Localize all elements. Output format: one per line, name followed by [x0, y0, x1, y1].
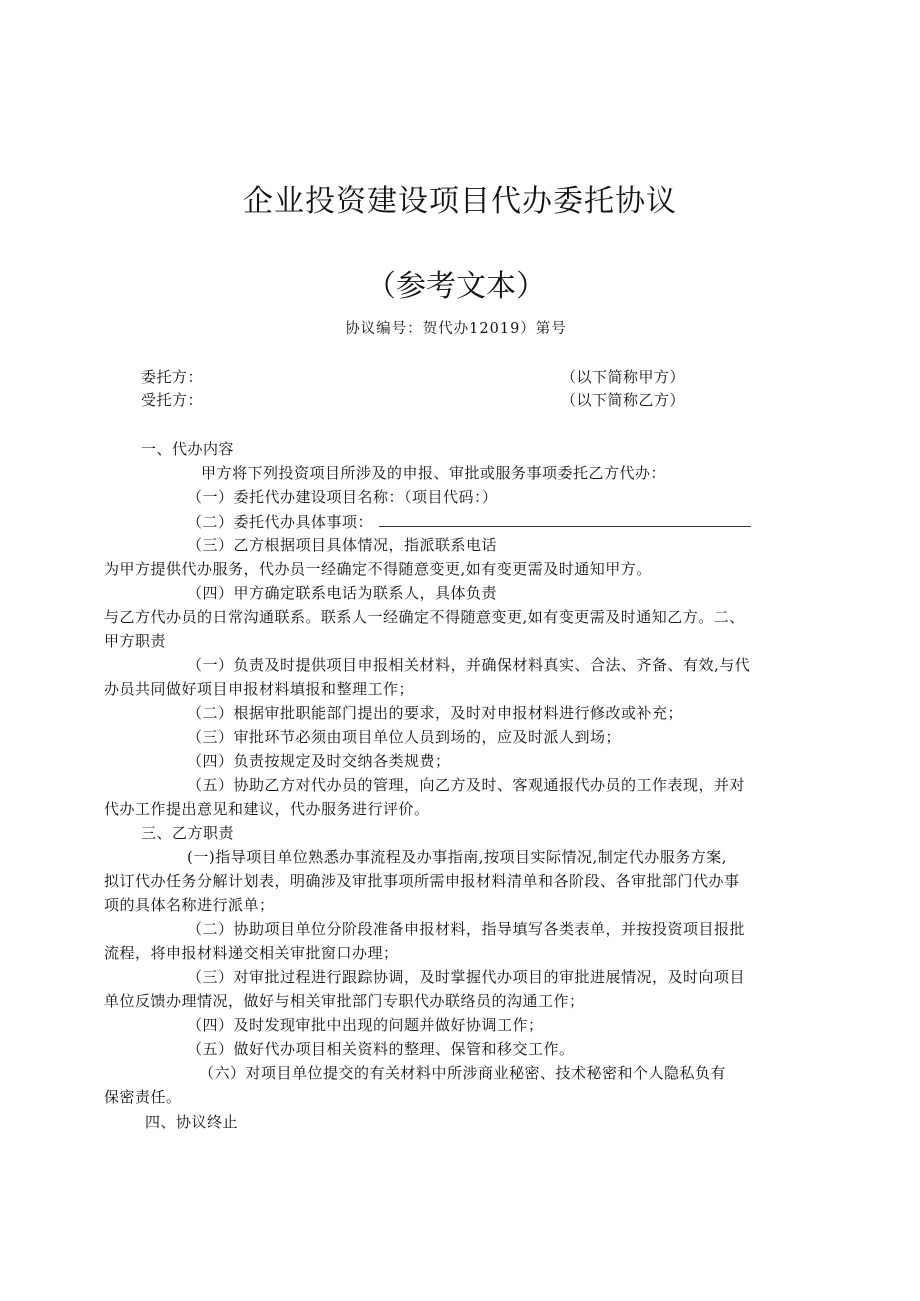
section-3-item-2-line-2: 流程，将申报材料递交相关审批窗口办理； [104, 944, 399, 962]
document-title: 企业投资建设项目代办委托协议 [243, 184, 677, 219]
section-1-item-3-line-2: 为甲方提供代办服务，代办员一经确定不得随意变更,如有变更需及时通知甲方。 [104, 560, 652, 578]
section-3-item-5: （五）做好代办项目相关资料的整理、保管和移交工作。 [187, 1040, 575, 1058]
section-3-item-1-line-3: 项的具体名称进行派单； [104, 896, 275, 914]
section-1-item-4-line-2: 与乙方代办员的日常沟通联系。联系人一经确定不得随意变更,如有变更需及时通知乙方。二、 [104, 608, 745, 626]
section-1-item-1: （一）委托代办建设项目名称：（项目代码：） [187, 488, 498, 506]
trustee-label: 受托方： [141, 391, 204, 409]
section-3-item-3-line-2: 单位反馈办理情况，做好与相关审批部门专职代办联络员的沟通工作； [104, 992, 585, 1010]
entrustor-note: （以下简称甲方） [561, 368, 686, 386]
section-4-heading: 四、协议终止 [145, 1113, 239, 1131]
section-2-item-5-line-1: （五）协助乙方对代办员的管理，向乙方及时、客观通报代办员的工作表现，并对 [187, 776, 746, 794]
section-3-item-1-line-2: 拟订代办任务分解计划表，明确涉及审批事项所需申报材料清单和各阶段、各审批部门代办事 [104, 872, 740, 890]
section-1-item-4-line-1: （四）甲方确定联系电话为联系人，具体负责 [187, 584, 498, 602]
section-3-item-4: （四）及时发现审批中出现的问题并做好协调工作； [187, 1016, 544, 1034]
section-2-item-2: （二）根据审批职能部门提出的要求，及时对申报材料进行修改或补充； [187, 704, 684, 722]
section-3-item-6-line-2: 保密责任。 [104, 1088, 182, 1106]
agreement-number: 协议编号：贺代办12019）第号 [345, 321, 567, 337]
section-1-item-2-text: （二）委托代办具体事项： [187, 513, 374, 531]
section-2-heading: 甲方职责 [104, 632, 167, 650]
section-3-item-2-line-1: （二）协助项目单位分阶段准备申报材料，指导填写各类表单，并按投资项目报批 [187, 920, 746, 938]
section-3-item-1-line-1: (一)指导项目单位熟悉办事流程及办事指南,按项目实际情况,制定代办服务方案, [187, 848, 728, 866]
entrustor-label: 委托方： [141, 368, 204, 386]
section-2-item-4: （四）负责按规定及时交纳各类规费； [187, 752, 451, 770]
section-2-item-5-line-2: 代办工作提出意见和建议，代办服务进行评价。 [104, 800, 430, 818]
section-3-item-6-line-1: （六）对项目单位提交的有关材料中所涉商业秘密、技术秘密和个人隐私负有 [199, 1064, 727, 1082]
section-1-item-2 [187, 511, 751, 532]
section-2-item-3: （三）审批环节必须由项目单位人员到场的，应及时派人到场； [187, 728, 622, 746]
section-1-heading: 一、代办内容 [141, 440, 235, 458]
section-3-item-3-line-1: （三）对审批过程进行跟踪协调，及时掌握代办项目的审批进展情况，及时向项目 [187, 968, 746, 986]
section-2-item-1-line-1: （一）负责及时提供项目申报相关材料，并确保材料真实、合法、齐备、有效,与代 [187, 656, 751, 674]
trustee-note: （以下简称乙方） [561, 391, 686, 409]
document-subtitle: （参考文本） [366, 269, 546, 304]
section-1-intro: 甲方将下列投资项目所涉及的申报、审批或服务事项委托乙方代办： [201, 464, 667, 482]
section-3-heading: 三、乙方职责 [141, 824, 235, 842]
section-2-item-1-line-2: 办员共同做好项目申报材料填报和整理工作； [104, 680, 415, 698]
blank-fill-line [379, 511, 751, 527]
section-1-item-3-line-1: （三）乙方根据项目具体情况，指派联系电话 [187, 536, 498, 554]
